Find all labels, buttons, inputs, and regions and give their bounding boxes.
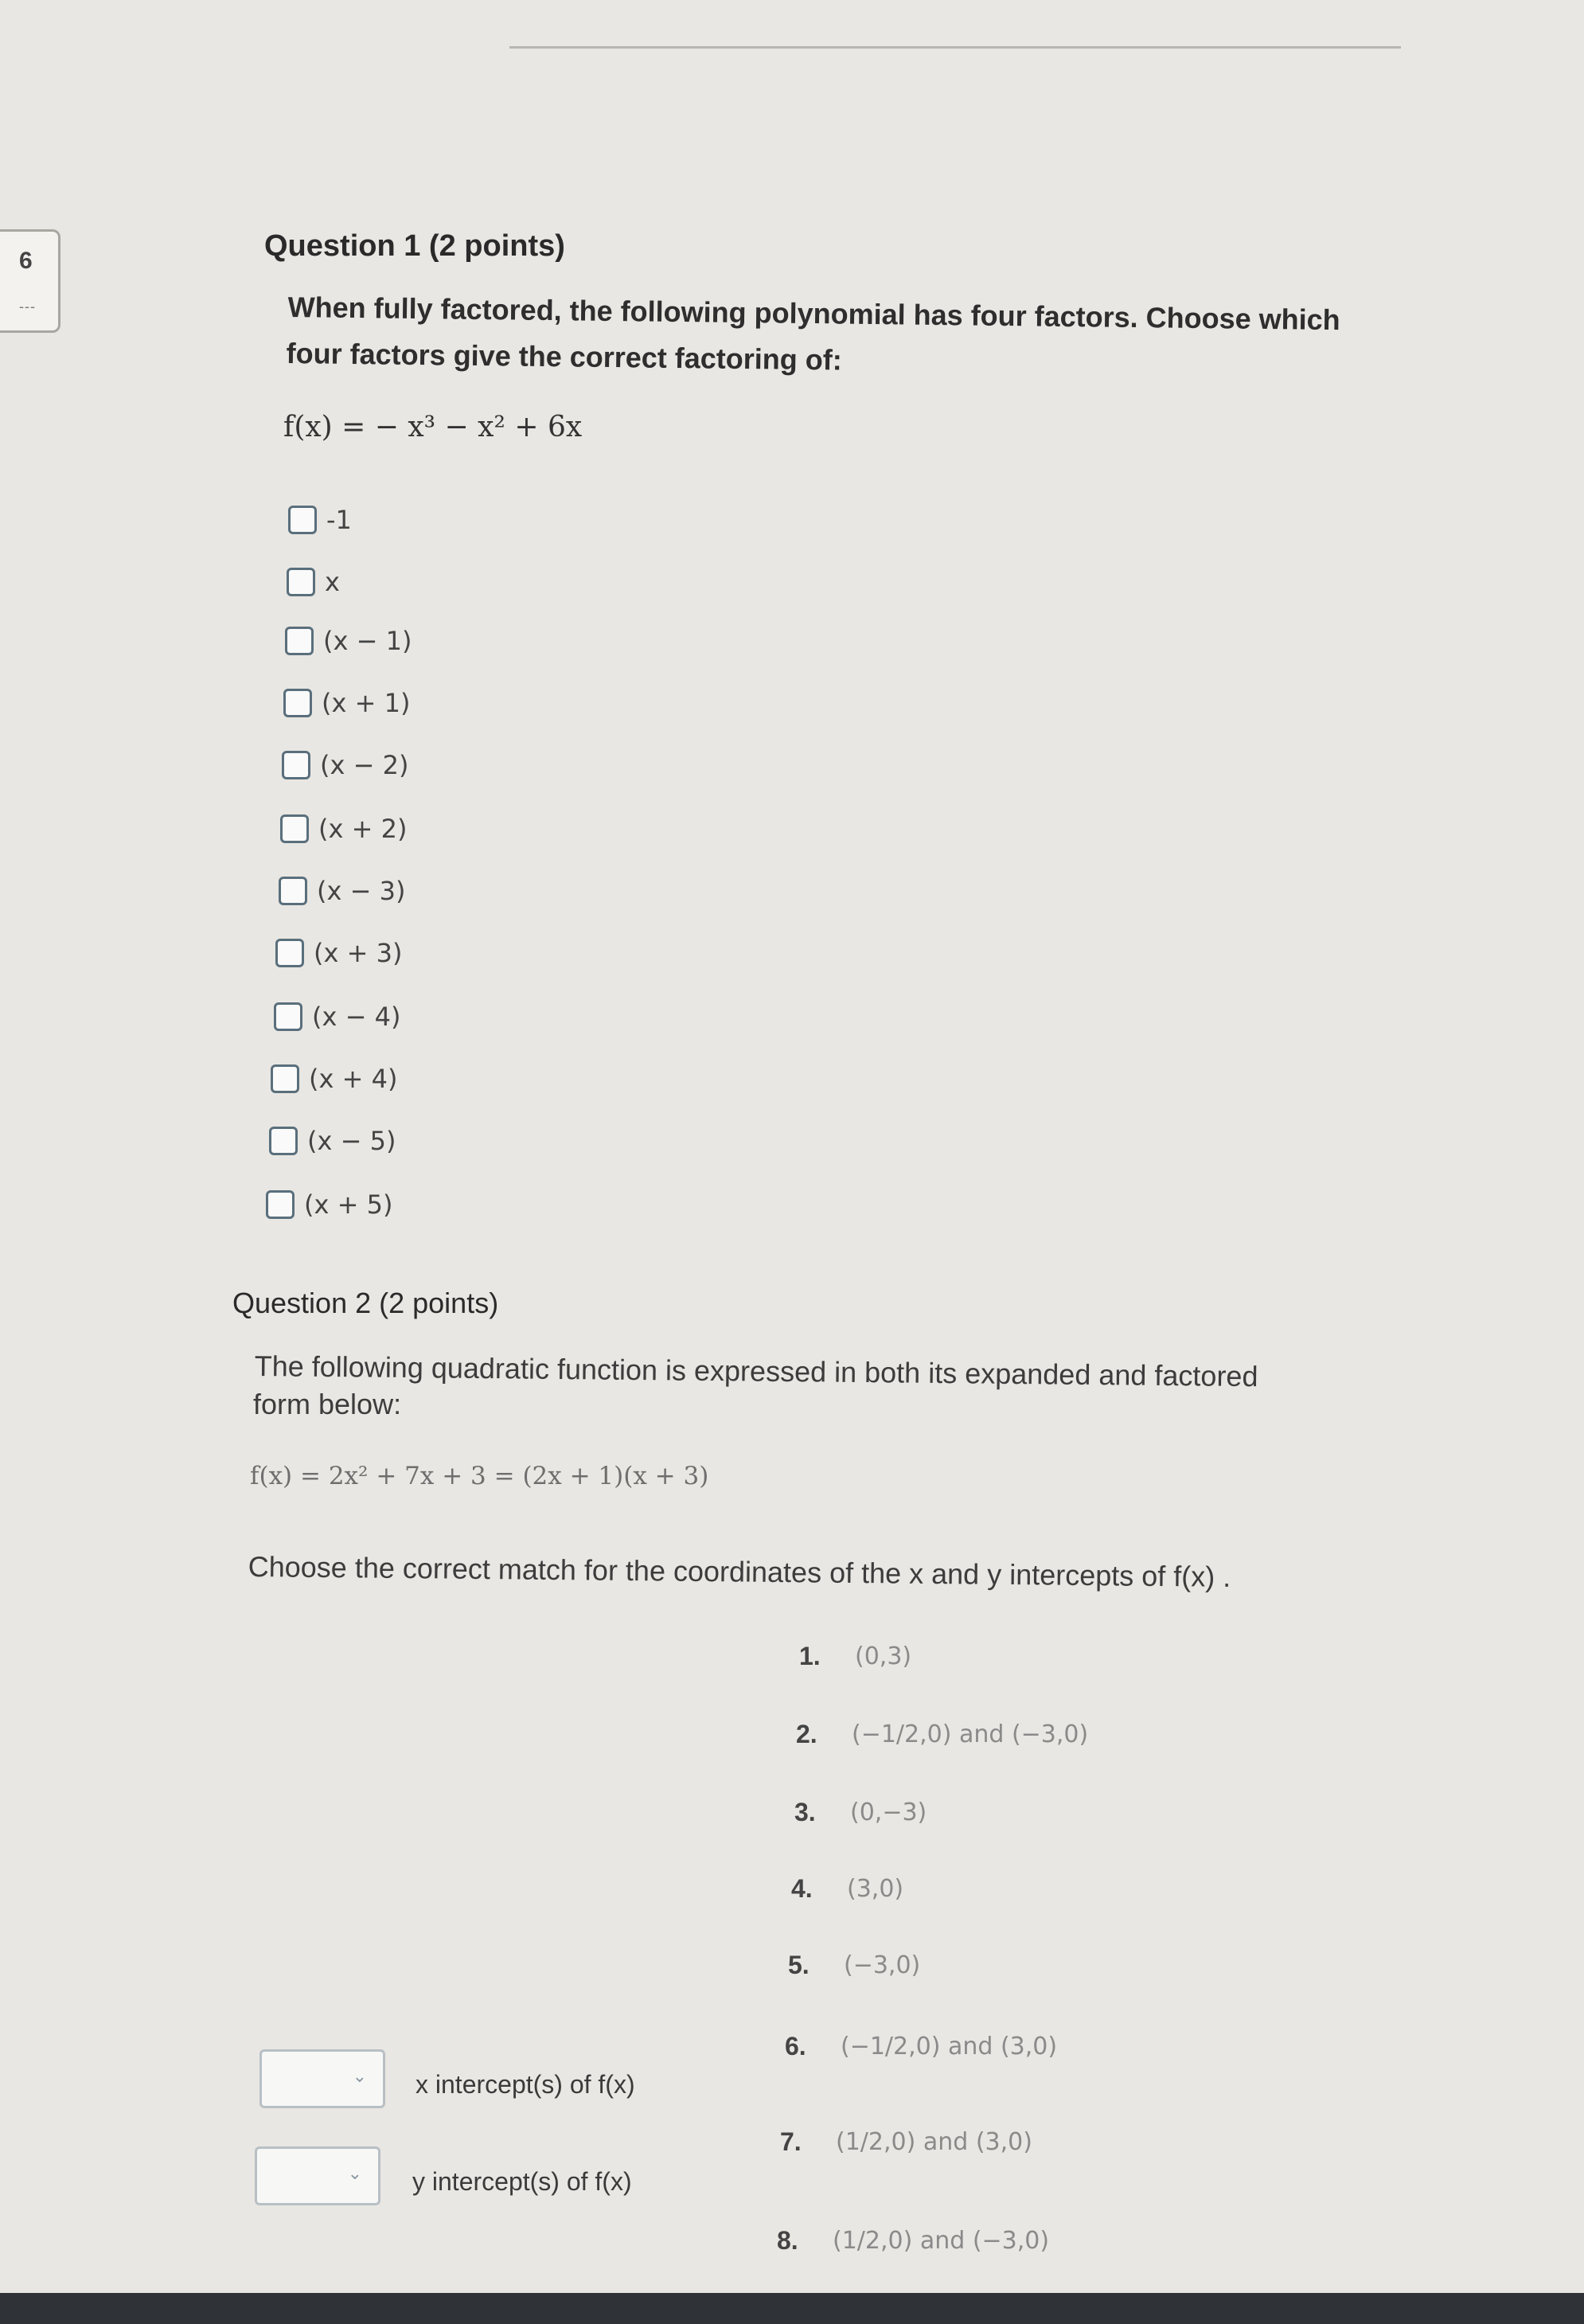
match-item [780,2127,1032,2157]
option-label: (x − 1) [323,626,412,656]
option-label: (x − 3) [317,876,406,906]
checkbox[interactable] [282,751,310,779]
match-item [791,1874,903,1904]
match-number: 7. [780,2127,802,2156]
match-value: (−1/2,0) and (3,0) [841,2033,1058,2060]
match-value: (−3,0) [844,1951,921,1979]
q2-title: Question 2 (2 points) [232,1287,499,1319]
checkbox[interactable] [266,1190,295,1219]
option-label: (x + 4) [309,1064,398,1094]
option-label: (x − 4) [312,1002,401,1032]
y-intercept-select[interactable] [255,2146,380,2205]
q2-formula: f(x) = 2x² + 7x + 3 = (2x + 1)(x + 3) [250,1462,709,1490]
match-value: (−1/2,0) and (−3,0) [852,1721,1089,1748]
match-number: 2. [796,1720,817,1748]
q1-prompt-line1: When fully factored, the following polynomial has four factors. Choose which [287,290,1340,337]
checkbox[interactable] [274,1002,302,1031]
match-item [796,1720,1088,1749]
q1-option[interactable] [269,1126,396,1156]
q1-formula: f(x) = − x³ − x² + 6x [283,411,583,443]
match-number: 5. [788,1951,810,1979]
match-value: (1/2,0) and (−3,0) [833,2227,1050,2255]
q1-option[interactable] [266,1189,392,1220]
match-item [794,1798,927,1827]
match-value: (3,0) [847,1875,904,1903]
match-number: 8. [777,2226,798,2255]
match-value: (0,−3) [850,1799,927,1826]
question-status-dash: --- [19,299,36,314]
match-value: (1/2,0) and (3,0) [836,2128,1032,2156]
x-intercept-select[interactable] [259,2049,385,2108]
option-label: -1 [326,505,352,535]
checkbox[interactable] [269,1127,298,1155]
option-label: (x + 1) [322,688,411,718]
checkbox[interactable] [285,627,314,655]
q1-prompt-line2: four factors give the correct factoring of: [286,336,843,377]
q2-prompt-line1: The following quadratic function is expressed in both its expanded and factored [254,1349,1258,1393]
q2-instruction: Choose the correct match for the coordinates of the x and y intercepts of f(x) . [248,1549,1231,1593]
chevron-down-icon: ⌄ [352,2066,367,2086]
q1-option[interactable] [287,567,340,597]
question-nav-badge[interactable] [0,229,60,333]
q1-option[interactable] [274,1002,400,1032]
match-item [799,1642,911,1671]
option-label: x [325,567,340,597]
q1-option[interactable] [279,876,405,906]
q2-prompt-line2: form below: [253,1388,402,1420]
top-divider [509,46,1401,49]
match-number: 3. [794,1798,816,1826]
match-item [785,2032,1057,2061]
option-label: (x − 5) [307,1126,396,1156]
q1-option[interactable] [271,1064,397,1094]
option-label: (x + 5) [304,1189,393,1220]
checkbox[interactable] [283,689,312,717]
chevron-down-icon: ⌄ [347,2163,362,2183]
match-number: 4. [791,1874,813,1903]
q1-option[interactable] [280,814,407,844]
q1-option[interactable] [288,505,352,535]
match-number: 1. [799,1642,821,1670]
q1-option[interactable] [275,938,402,968]
q1-title: Question 1 (2 points) [264,229,565,263]
x-intercept-label: x intercept(s) of f(x) [416,2070,635,2099]
checkbox[interactable] [279,877,307,905]
match-value: (0,3) [855,1642,912,1670]
question-number: 6 [19,248,33,274]
checkbox[interactable] [275,939,304,967]
checkbox[interactable] [271,1064,299,1093]
q1-option[interactable] [285,626,412,656]
option-label: (x + 2) [318,814,408,844]
checkbox[interactable] [287,568,315,596]
option-label: (x + 3) [314,938,403,968]
match-item [777,2226,1049,2256]
q1-option[interactable] [282,750,408,780]
q1-option[interactable] [283,688,410,718]
y-intercept-label: y intercept(s) of f(x) [412,2167,632,2196]
checkbox[interactable] [288,506,317,534]
checkbox[interactable] [280,814,309,843]
bottom-bar [0,2293,1584,2324]
match-number: 6. [785,2032,806,2060]
match-item [788,1951,920,1980]
option-label: (x − 2) [320,750,409,780]
